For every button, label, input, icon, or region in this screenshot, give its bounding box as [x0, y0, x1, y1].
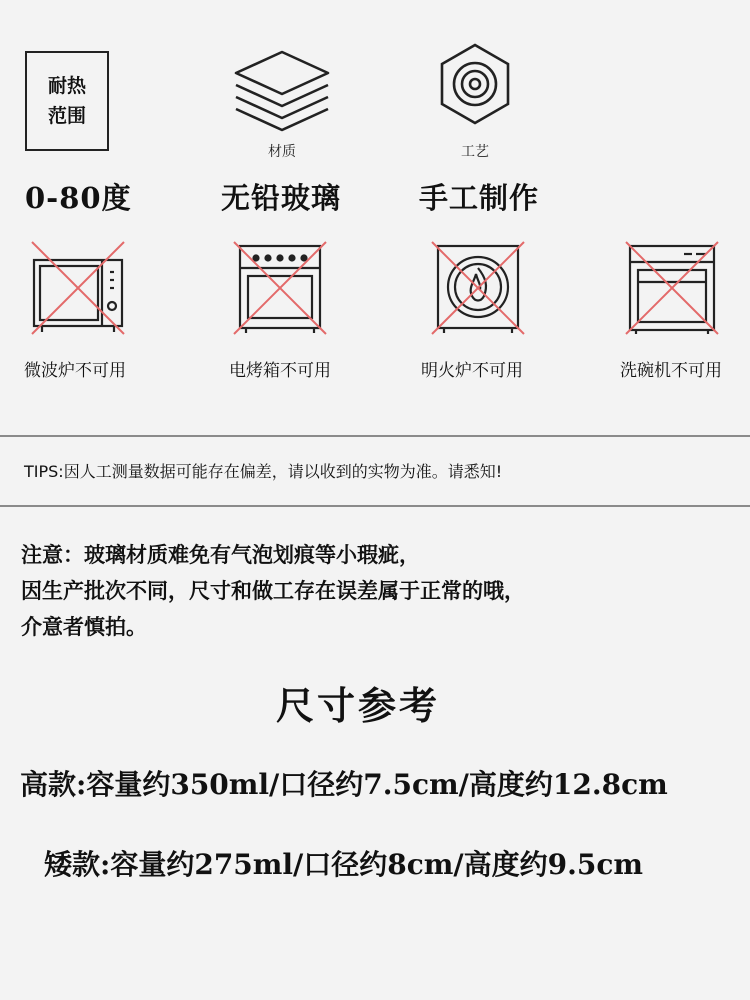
size-short-spec: 矮款:容量约275ml/口径约8cm/高度约9.5cm [44, 848, 644, 881]
notice-line-1: 注意：玻璃材质难免有气泡划痕等小瑕疵， [21, 543, 420, 567]
size-tall-spec: 高款:容量约350ml/口径约7.5cm/高度约12.8cm [20, 768, 668, 801]
material-caption: 材质 [268, 144, 296, 160]
oven-crossed-icon [230, 238, 330, 338]
material-layers-icon [228, 46, 336, 132]
heat-range-label-line2: 范围 [47, 105, 86, 127]
dishwasher-crossed-icon [622, 238, 722, 338]
notice-line-2: 因生产批次不同，尺寸和做工存在误差属于正常的哦， [21, 579, 525, 603]
heat-range-box [25, 51, 109, 151]
appliance-label-dishwasher: 洗碗机不可用 [620, 361, 722, 381]
heat-range-label-line1: 耐热 [47, 75, 86, 97]
craft-caption: 工艺 [461, 144, 489, 160]
appliance-label-open-flame: 明火炉不可用 [421, 361, 523, 381]
craft-value: 手工制作 [419, 181, 540, 215]
divider-bottom [0, 505, 750, 507]
microwave-crossed-icon [28, 238, 128, 338]
appliance-label-oven: 电烤箱不可用 [229, 361, 331, 381]
tips-text: TIPS:因人工测量数据可能存在偏差，请以收到的实物为准。请悉知! [24, 462, 503, 481]
heat-range-value: 0-80度 [25, 181, 132, 215]
notice-block [21, 537, 525, 645]
material-value: 无铅玻璃 [221, 181, 342, 215]
size-reference-title: 尺寸参考 [275, 683, 440, 728]
divider-top [0, 435, 750, 437]
craft-hexagon-icon [438, 42, 512, 128]
appliance-label-microwave: 微波炉不可用 [24, 361, 126, 381]
notice-line-3: 介意者慎拍。 [21, 615, 147, 639]
open-flame-stove-crossed-icon [428, 238, 528, 338]
